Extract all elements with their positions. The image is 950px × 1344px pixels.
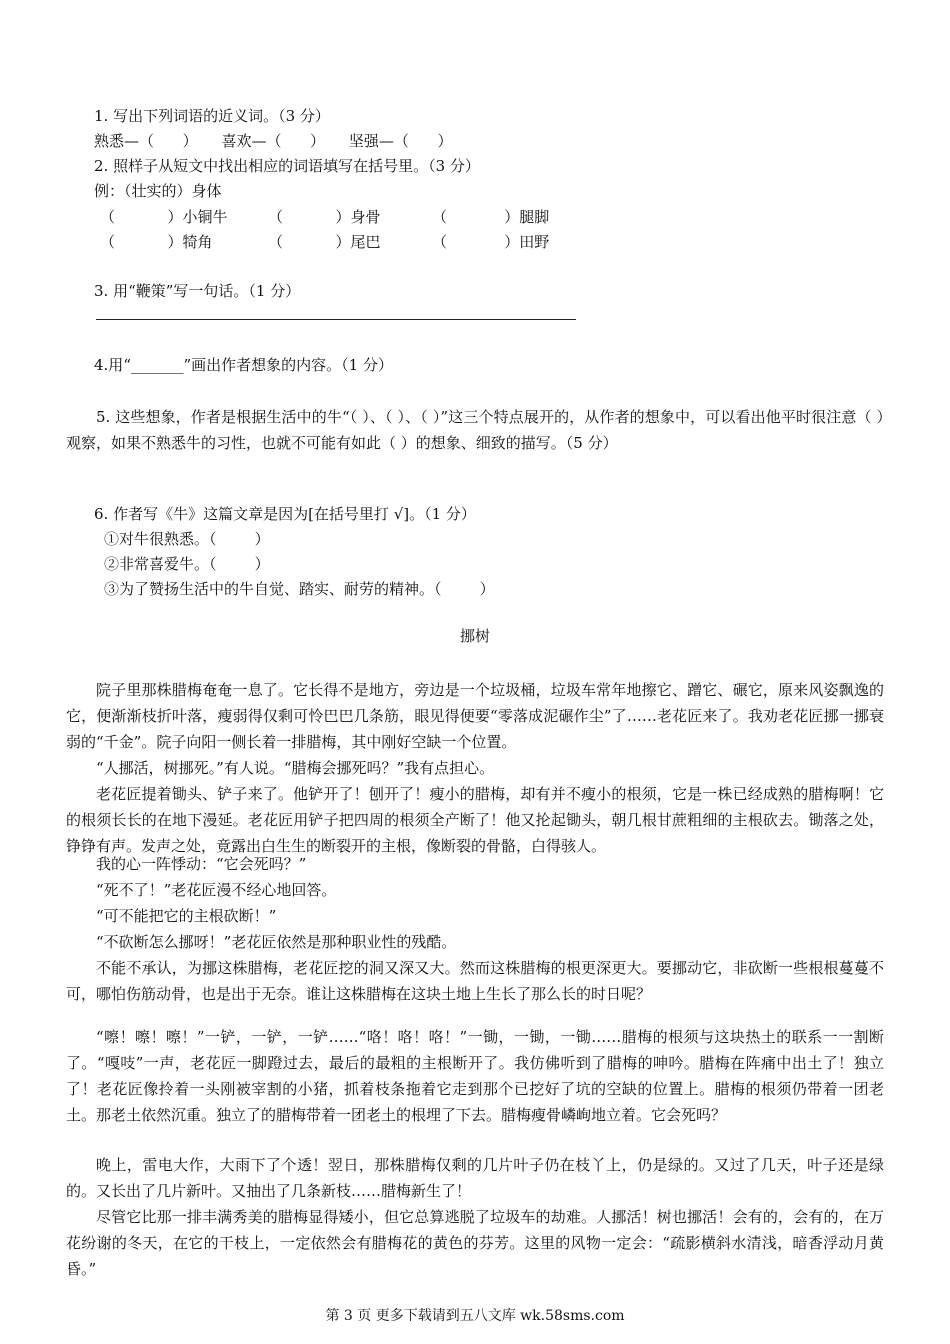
article-paragraph: 不能不承认，为挪这株腊梅，老花匠挖的洞又深又大。然而这株腊梅的根更深更大。要挪动它，非砍断一些根根蔓蔓不可，哪怕伤筋动骨，也是出于无奈。谁让这株腊梅在这块土地上生长了那么长的时日呢？	[66, 959, 884, 1003]
q2-blank: （ ）小铜牛	[100, 208, 228, 226]
article-paragraph: 尽管它比那一排丰满秀美的腊梅显得矮小，但它总算逃脱了垃圾车的劫难。人挪活！树也挪活！会有的，会有的，在万花纷谢的冬天，在它的干枝上，一定依然会有腊梅花的黄色的芬芳。这里的风物一定会：“疏影横斜水清浅，暗香浮动月黄昏。”	[66, 1208, 884, 1278]
q3-title: 3. 用“鞭策”写一句话。（1 分）	[94, 282, 301, 300]
answer-line	[96, 319, 576, 320]
article-paragraph: 院子里那株腊梅奄奄一息了。它长得不是地方，旁边是一个垃圾桶，垃圾车常年地擦它、蹭它、碾它，原来风姿飘逸的它，便渐渐枝折叶落，瘦弱得仅剩可怜巴巴几条筋，眼见得便要“零落成泥碾作尘”了……老花匠来了。我劝老花匠挪一挪衰弱的“千金”。院子向阳一侧长着一排腊梅，其中刚好空缺一个位置。	[66, 681, 884, 751]
article-paragraph: 我的心一阵悸动：“它会死吗？”	[96, 855, 307, 873]
q2-example: 例：（壮实的）身体	[94, 182, 222, 200]
q2-blank: （ ）身骨	[268, 208, 381, 226]
q6-option: ①对牛很熟悉。（ ）	[104, 530, 270, 548]
page-footer: 第 3 页 更多下载请到五八文库 wk.58sms.com	[325, 1308, 625, 1324]
q1-items: 熟悉—（ ） 喜欢—（ ） 坚强—（ ）	[94, 132, 453, 150]
article-paragraph: “不砍断怎么挪呀！”老花匠依然是那种职业性的残酷。	[96, 933, 457, 951]
q2-blank: （ ）田野	[432, 233, 550, 251]
q5-text: 5. 这些想象，作者是根据生活中的牛“（ ）、（ ）、（ ）”这三个特点展开的，从作者的想象中，可以看出他平时很注意（ ）观察，如果不熟悉牛的习性，也就不可能有如此（ ）的想象、细致的描写。（5 分）	[66, 408, 884, 452]
q6-option: ③为了赞扬生活中的牛自觉、踏实、耐劳的精神。（ ）	[104, 580, 495, 598]
article-paragraph: “死不了！”老花匠漫不经心地回答。	[96, 881, 337, 899]
q2-blank: （ ）腿脚	[432, 208, 550, 226]
q2-blank: （ ）犄角	[100, 233, 213, 251]
article-title: 挪树	[459, 627, 490, 645]
q1-title: 1. 写出下列词语的近义词。（3 分）	[94, 107, 330, 125]
article-paragraph: “可不能把它的主根砍断！”	[96, 907, 277, 925]
article-paragraph: 晚上，雷电大作，大雨下了个透！翌日，那株腊梅仅剩的几片叶子仍在枝丫上，仍是绿的。又过了几天，叶子还是绿的。又长出了几片新叶。又抽出了几条新枝……腊梅新生了！	[66, 1156, 884, 1200]
q6-option: ②非常喜爱牛。（ ）	[104, 555, 270, 573]
q2-blank: （ ）尾巴	[268, 233, 381, 251]
q6-title: 6. 作者写《牛》这篇文章是因为[在括号里打 √]。（1 分）	[94, 505, 476, 523]
q2-title: 2. 照样子从短文中找出相应的词语填写在括号里。（3 分）	[94, 157, 480, 175]
article-paragraph: “人挪活，树挪死。”有人说。“腊梅会挪死吗？”我有点担心。	[96, 759, 495, 777]
q4-title: 4.用“_______”画出作者想象的内容。（1 分）	[94, 356, 393, 374]
article-paragraph: “嚓！嚓！嚓！”一铲，一铲，一铲……“咯！咯！咯！”一锄，一锄，一锄……腊梅的根须与这块热土的联系一一割断了。“嘎吱”一声，老花匠一脚蹬过去，最后的最粗的主根断开了。我仿佛听到了腊梅的呻吟。腊梅在阵痛中出土了！独立了！老花匠像拎着一头刚被宰割的小猪，抓着枝条拖着它走到那个已挖好了坑的空缺的位置上。腊梅的根须仍带着一团老土。那老土依然沉重。独立了的腊梅带着一团老土的根埋了下去。腊梅瘦骨嶙峋地立着。它会死吗？	[66, 1028, 884, 1124]
article-paragraph: 老花匠提着锄头、铲子来了。他铲开了！刨开了！瘦小的腊梅，却有并不瘦小的根须，它是一株已经成熟的腊梅啊！它的根须长长的在地下漫延。老花匠用铲子把四周的根须全产断了！他又抡起锄头，朝几根甘蔗粗细的主根砍去。锄落之处，铮铮有声。发声之处，竟露出白生生的断裂开的主根，像断裂的骨骼，白得骇人。	[66, 785, 884, 855]
